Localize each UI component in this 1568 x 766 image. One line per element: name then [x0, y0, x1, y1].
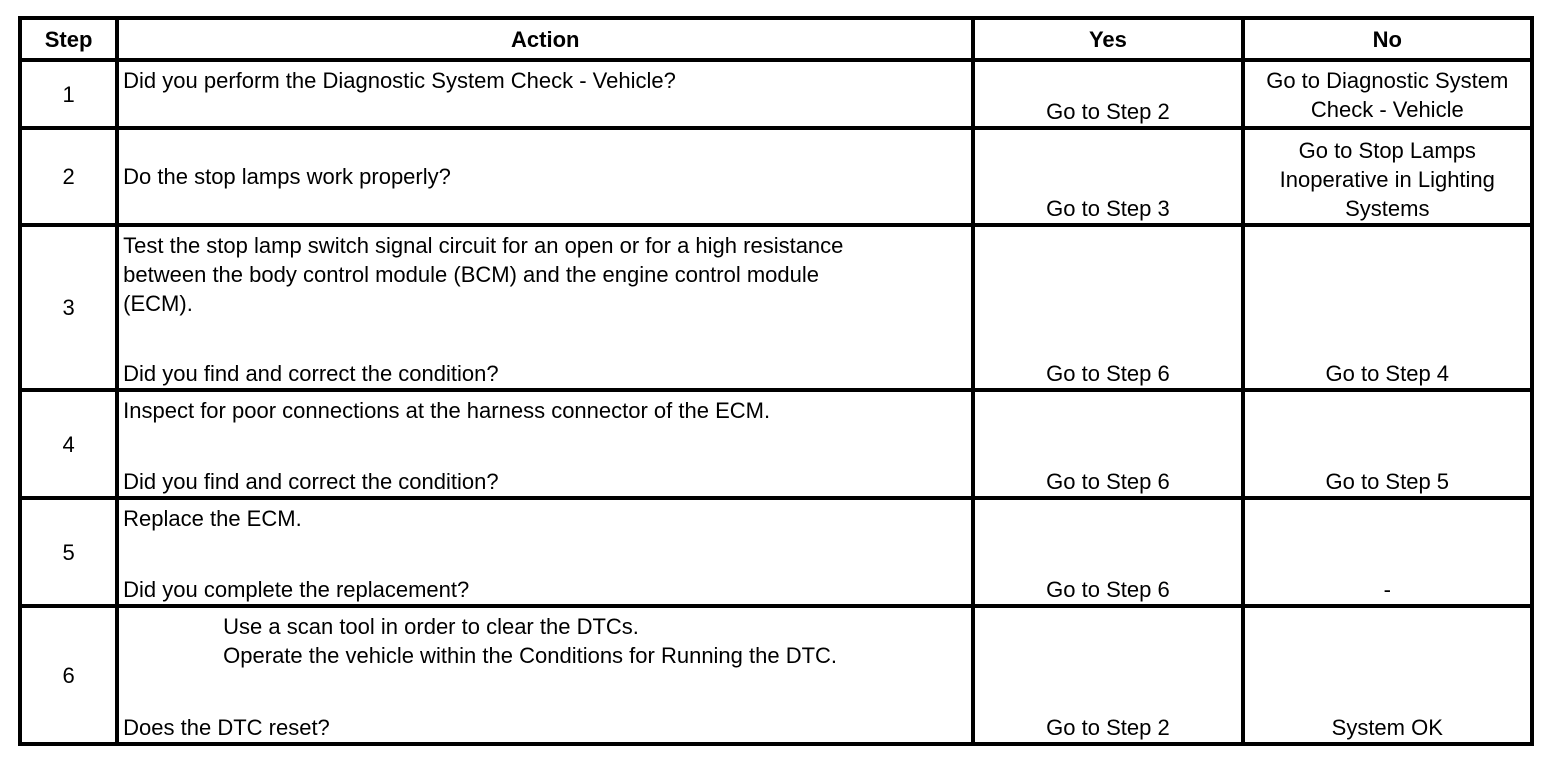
no-cell — [1243, 225, 1532, 390]
no-text: System OK — [1331, 715, 1443, 740]
step-number: 6 — [20, 606, 117, 744]
table-row — [20, 390, 1532, 498]
yes-text: Go to Step 2 — [1046, 715, 1170, 740]
step-number: 3 — [20, 225, 117, 390]
action-question: Did you find and correct the condition? — [123, 361, 499, 386]
diagnostic-table-container — [18, 16, 1534, 746]
yes-cell — [973, 606, 1242, 744]
yes-cell — [973, 128, 1242, 225]
yes-text: Go to Step 6 — [1046, 361, 1170, 386]
no-text: Go to Stop Lamps — [1298, 138, 1476, 163]
table-row — [20, 498, 1532, 606]
no-text: Go to Step 5 — [1325, 469, 1450, 494]
action-text: Use a scan tool in order to clear the DTCs. — [223, 614, 639, 639]
header-action: Action — [117, 18, 973, 60]
no-text: Go to Diagnostic System — [1266, 68, 1509, 93]
no-text: Systems — [1345, 196, 1430, 221]
no-cell — [1243, 128, 1532, 225]
no-cell — [1243, 390, 1532, 498]
no-text: Check - Vehicle — [1310, 97, 1464, 122]
no-cell — [1243, 498, 1532, 606]
action-text: Operate the vehicle within the Conditions for Running the DTC. — [223, 643, 838, 668]
action-text: Replace the ECM. — [123, 506, 302, 531]
table-row — [20, 606, 1532, 744]
action-text: (ECM). — [123, 291, 193, 316]
yes-text: Go to Step 3 — [1046, 196, 1170, 221]
table-row — [20, 225, 1532, 390]
yes-cell — [973, 60, 1242, 128]
step-number: 5 — [20, 498, 117, 606]
no-cell — [1243, 60, 1532, 128]
table-row — [20, 128, 1532, 225]
step-number: 4 — [20, 390, 117, 498]
action-text: Did you perform the Diagnostic System Check - Vehicle? — [123, 68, 676, 93]
action-cell — [117, 128, 973, 225]
action-question: Did you complete the replacement? — [123, 577, 470, 602]
table-row — [20, 60, 1532, 128]
no-text: Go to Step 4 — [1325, 361, 1450, 386]
step-number: 1 — [20, 60, 117, 128]
action-text: Do the stop lamps work properly? — [123, 164, 451, 189]
header-step: Step — [20, 18, 117, 60]
yes-text: Go to Step 2 — [1046, 99, 1170, 124]
header-yes: Yes — [973, 18, 1242, 60]
action-cell — [117, 498, 973, 606]
action-question: Does the DTC reset? — [123, 715, 330, 740]
no-text: - — [1383, 577, 1391, 602]
action-text: Test the stop lamp switch signal circuit for an open or for a high resistance — [123, 233, 844, 258]
action-cell — [117, 225, 973, 390]
action-text: between the body control module (BCM) and the engine control module — [123, 262, 820, 287]
action-cell — [117, 390, 973, 498]
step-number: 2 — [20, 128, 117, 225]
action-text: Inspect for poor connections at the harness connector of the ECM. — [123, 398, 771, 423]
action-cell — [117, 606, 973, 744]
yes-text: Go to Step 6 — [1046, 469, 1170, 494]
action-cell — [117, 60, 973, 128]
yes-text: Go to Step 6 — [1046, 577, 1170, 602]
yes-cell — [973, 225, 1242, 390]
header-no: No — [1243, 18, 1532, 60]
yes-cell — [973, 498, 1242, 606]
yes-cell — [973, 390, 1242, 498]
diagnostic-table — [18, 16, 1534, 746]
table-header-row — [20, 18, 1532, 60]
action-question: Did you find and correct the condition? — [123, 469, 499, 494]
no-text: Inoperative in Lighting — [1279, 167, 1495, 192]
no-cell — [1243, 606, 1532, 744]
